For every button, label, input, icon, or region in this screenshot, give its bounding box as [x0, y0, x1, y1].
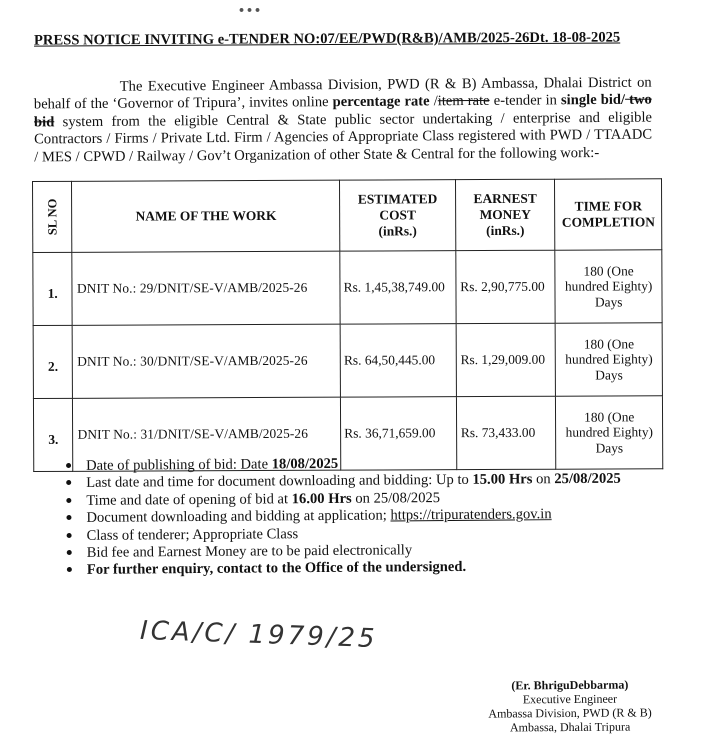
- row-completion-time: 180 (One hundred Eighty) Days: [555, 250, 662, 323]
- cropped-header-fragment: •••: [238, 4, 263, 17]
- row-work-name: DNIT No.: 29/DNIT/SE-V/AMB/2025-26: [72, 251, 340, 325]
- row-earnest-money: Rs. 73,433.00: [456, 396, 556, 469]
- bullet-dot-icon: [66, 480, 71, 485]
- row-sl: 3.: [33, 398, 73, 471]
- bullet-application-link: Document downloading and bidding at application; https://tripuratenders.gov.in: [66, 506, 664, 528]
- row-earnest-money: Rs. 1,29,009.00: [456, 323, 556, 396]
- row-estimated-cost: Rs. 64,50,445.00: [340, 324, 456, 398]
- handwritten-reference-number: ICA/C/ 1979/25: [139, 615, 379, 655]
- intro-strike-two-bid: two bid: [33, 91, 652, 130]
- row-sl: 2.: [33, 325, 73, 398]
- signatory-name: (Er. BhriguDebbarma): [511, 677, 629, 693]
- signatory-place: Ambassa, Dhalai Tripura: [509, 719, 631, 735]
- row-estimated-cost: Rs. 1,45,38,749.00: [340, 251, 456, 325]
- signature-block: [480, 677, 660, 734]
- bullet-last-date: Last date and time for document downloading and bidding: Up to 15.00 Hrs on 25/08/2025: [66, 471, 664, 493]
- intro-bold-percentage-rate: percentage rate: [332, 93, 430, 111]
- bullet-dot-icon: [66, 463, 71, 468]
- header-estimated-cost: ESTIMATED COST (inRs.): [340, 180, 456, 252]
- header-time-for-completion: TIME FOR COMPLETION: [555, 179, 662, 250]
- row-work-name: DNIT No.: 30/DNIT/SE-V/AMB/2025-26: [73, 324, 341, 398]
- intro-text-4: system from the eligible Central & State public sector undertaking / enterprise and eligible Contractors / Firms / Private Ltd. Firm / Agencies of Appropriate Class registered with PWD / TTAADC / MES / CPWD / Railway / Gov’t Organization of other State & Central for the following work:-: [34, 108, 653, 165]
- intro-paragraph: [34, 74, 653, 166]
- table-row: [33, 250, 662, 326]
- notice-title: PRESS NOTICE INVITING e-TENDER NO:07/EE/PWD(R&B)/AMB/2025-26Dt. 18-08-2025: [33, 29, 621, 49]
- header-earnest-money: EARNEST MONEY (inRs.): [455, 179, 555, 250]
- intro-strike-item-rate: item rate: [437, 92, 490, 110]
- bullet-dot-icon: [67, 550, 72, 555]
- row-work-name: DNIT No.: 31/DNIT/SE-V/AMB/2025-26: [73, 397, 341, 471]
- row-completion-time: 180 (One hundred Eighty) Days: [556, 323, 663, 396]
- bullet-dot-icon: [67, 533, 72, 538]
- bullet-opening-time: Time and date of opening of bid at 16.00 Hrs on 25/08/2025: [66, 488, 664, 510]
- bullet-payment: Bid fee and Earnest Money are to be paid electronically: [67, 540, 665, 562]
- bullet-further-enquiry: For further enquiry, contact to the Office of the undersigned.: [67, 558, 665, 580]
- intro-text-3: e-tender in: [489, 92, 562, 109]
- bullet-class-of-tenderer: Class of tenderer; Appropriate Class: [67, 523, 665, 545]
- table-header-row: [33, 179, 662, 253]
- header-sl-no: SL NO: [33, 181, 73, 252]
- row-earnest-money: Rs. 2,90,775.00: [456, 250, 556, 323]
- signatory-designation: Executive Engineer: [522, 691, 618, 707]
- works-table: [32, 178, 663, 472]
- signatory-office: Ambassa Division, PWD (R & B): [488, 705, 652, 721]
- table-row: [33, 323, 662, 399]
- header-name-of-work: NAME OF THE WORK: [72, 180, 340, 252]
- intro-text-1: The Executive Engineer Ambassa Division, PWD (R & B) Ambassa, Dhalai District on behalf of the ‘Governor of Tripura’, invites online: [33, 74, 652, 113]
- row-sl: 1.: [33, 252, 73, 325]
- bullet-dot-icon: [66, 498, 71, 503]
- row-estimated-cost: Rs. 36,71,659.00: [341, 397, 457, 471]
- bid-details-list: [66, 453, 665, 580]
- intro-text-2: /: [429, 93, 438, 110]
- intro-bold-single-bid: single bid/: [560, 91, 626, 109]
- tender-website-link[interactable]: https://tripuratenders.gov.in: [390, 506, 552, 524]
- row-completion-time: 180 (One hundred Eighty) Days: [556, 396, 663, 469]
- bullet-dot-icon: [66, 515, 71, 520]
- bullet-dot-icon: [67, 567, 72, 572]
- bullet-publishing-date: Date of publishing of bid: Date 18/08/2025: [66, 453, 664, 475]
